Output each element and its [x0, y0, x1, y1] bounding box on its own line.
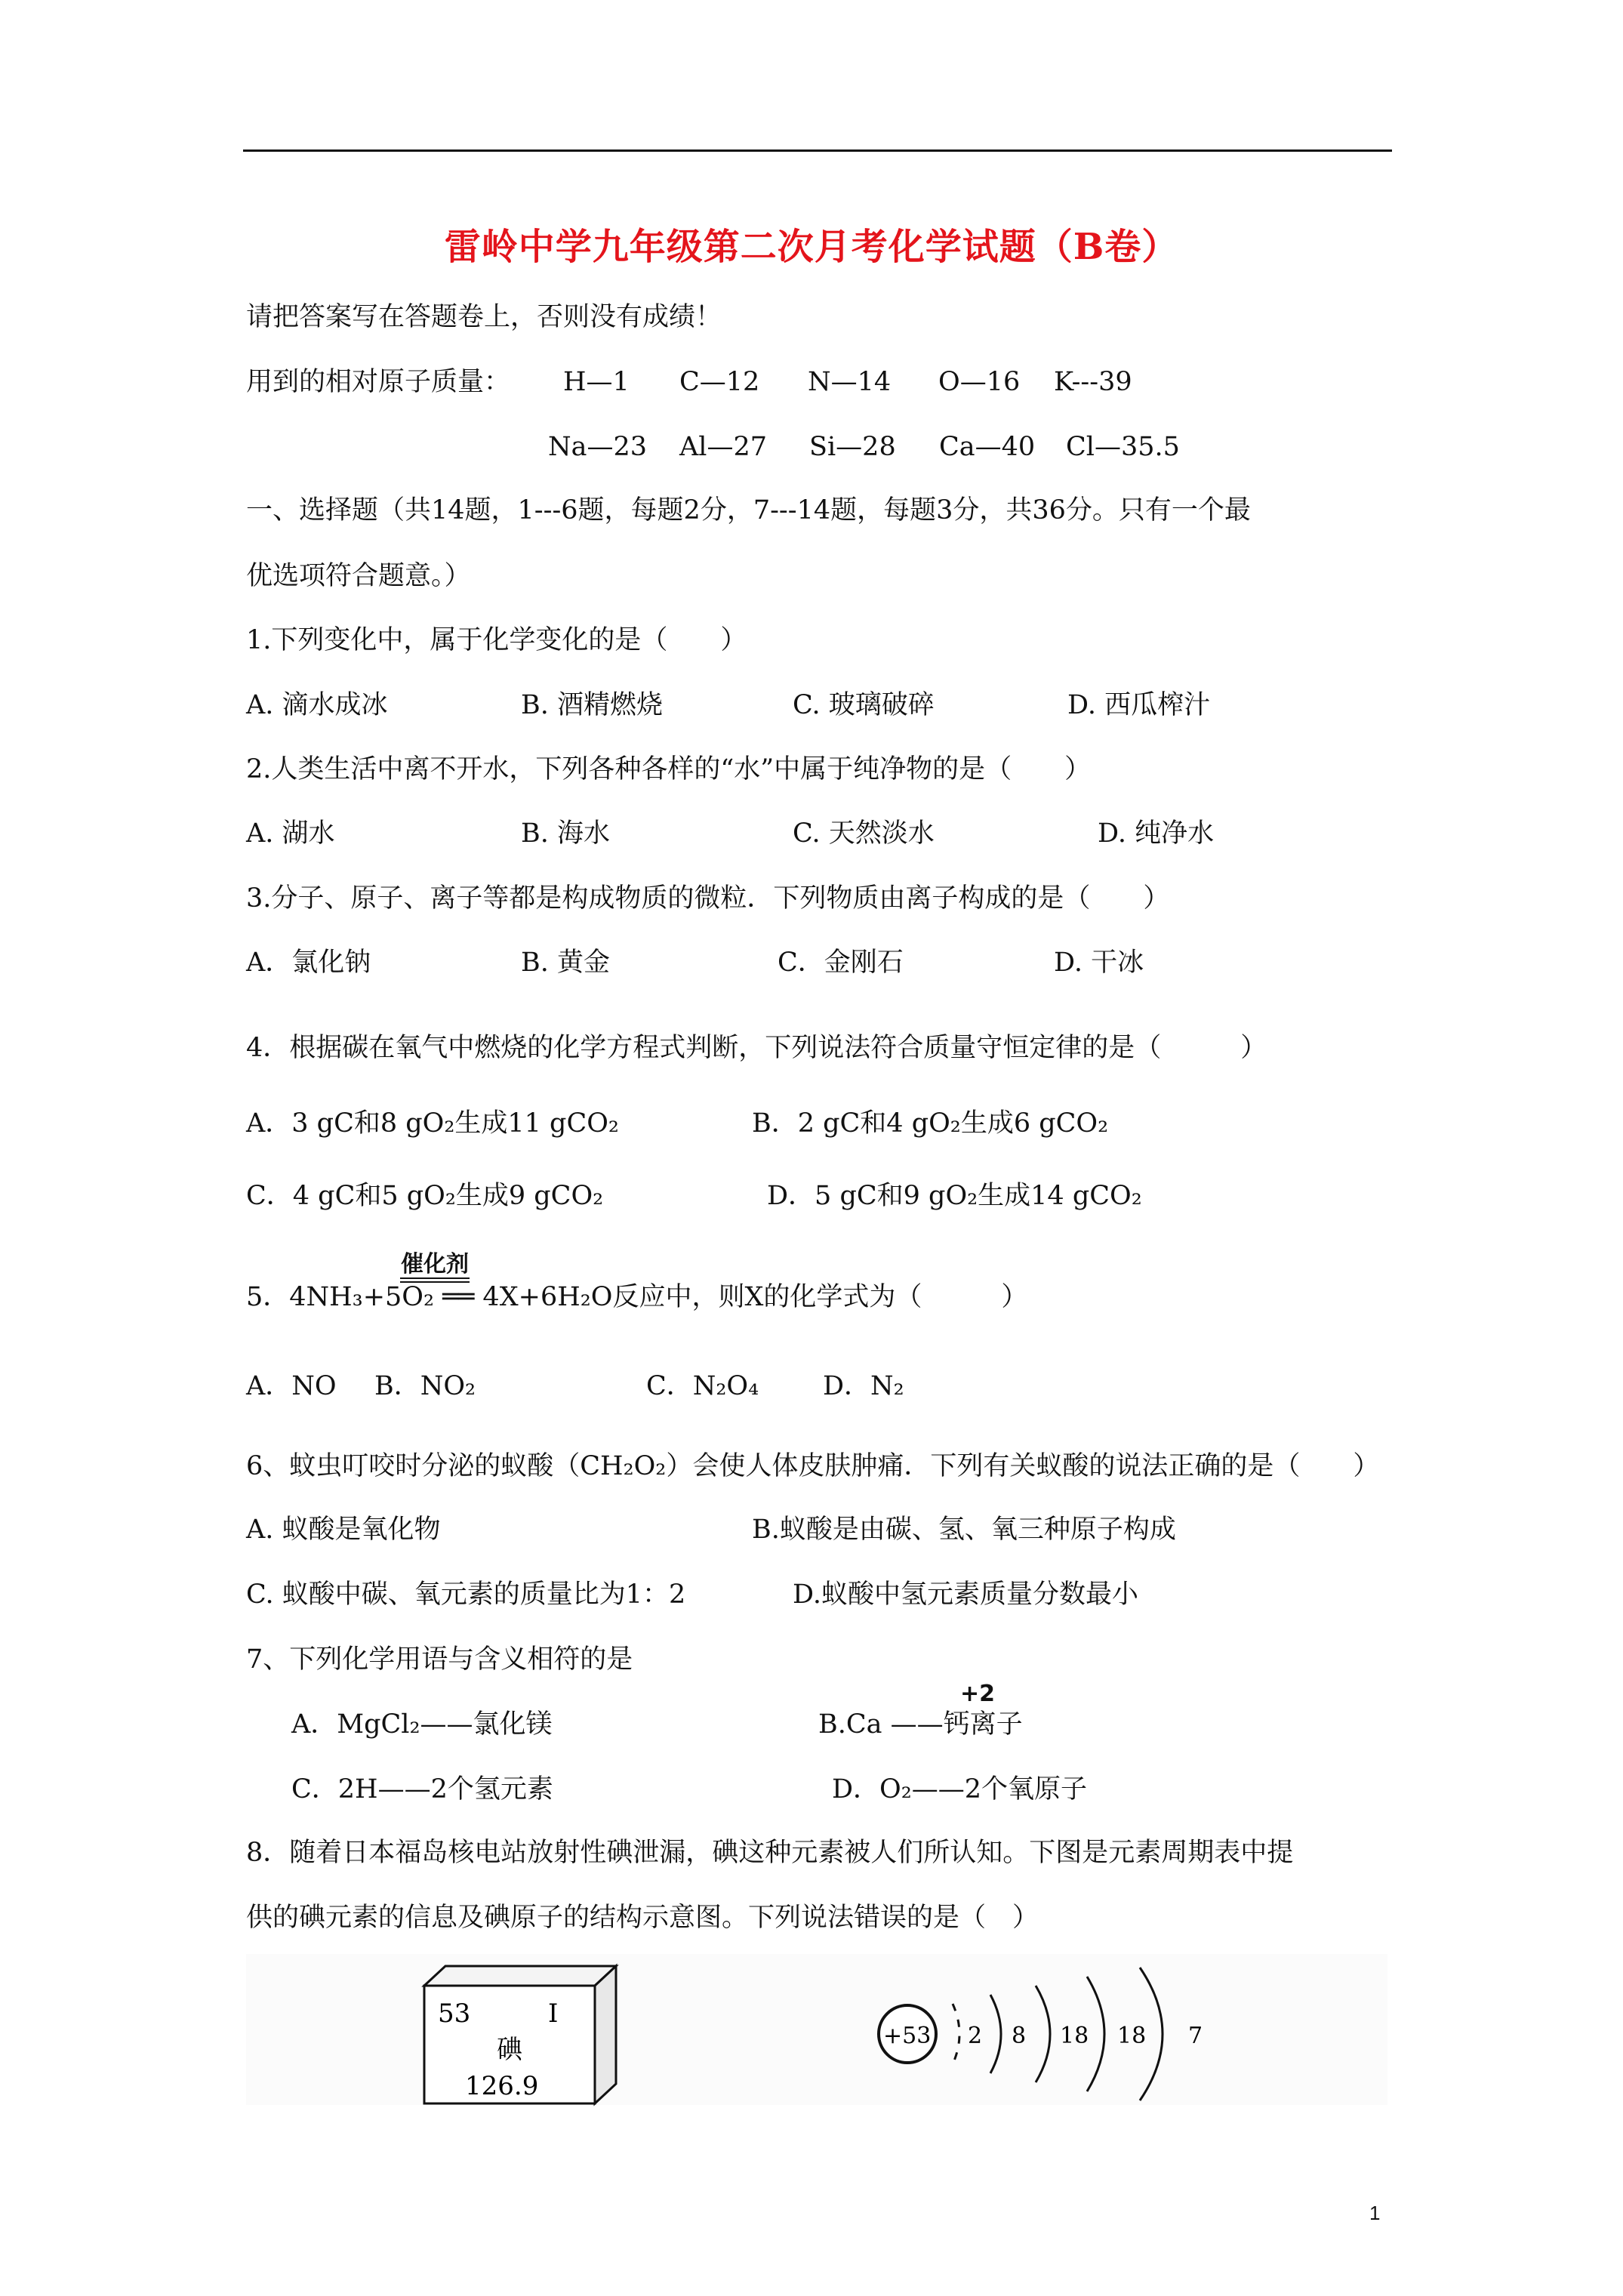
question-2-option-a: A. 湖水 — [246, 818, 335, 849]
card-side-face — [595, 1966, 616, 2103]
shell-4-electrons: 18 — [1117, 2023, 1147, 2049]
question-8-line2: 供的碘元素的信息及碘原子的结构示意图。下列说法错误的是（ ） — [246, 1903, 1039, 1933]
mass-k: K---39 — [1054, 367, 1132, 397]
catalyst-condition — [400, 1253, 470, 1283]
mass-n: N—14 — [808, 367, 892, 397]
oxidation-state-label: +2 — [960, 1681, 996, 1707]
question-2-option-c: C. 天然淡水 — [793, 818, 935, 849]
question-2-option-d: D. 纯净水 — [1098, 818, 1215, 849]
question-4-option-c: C．4 gC和5 gO₂生成9 gCO₂ — [246, 1181, 604, 1211]
question-3-option-b: B. 黄金 — [521, 948, 610, 978]
page-title: 雷岭中学九年级第二次月考化学试题（B卷） — [444, 226, 1179, 268]
shell-3-electrons: 18 — [1060, 2023, 1089, 2049]
question-4-option-b: B．2 gC和4 gO₂生成6 gCO₂ — [752, 1108, 1109, 1139]
question-6-option-a: A. 蚁酸是氧化物 — [246, 1515, 441, 1545]
question-4-option-a: A．3 gC和8 gO₂生成11 gCO₂ — [246, 1108, 619, 1139]
atomic-number: 53 — [438, 1999, 471, 2029]
question-7-stem: 7、下列化学用语与含义相符的是 — [246, 1644, 633, 1675]
question-2-stem: 2.人类生活中离不开水，下列各种各样的“水”中属于纯净物的是（ ） — [246, 754, 1092, 784]
mass-h: H—1 — [563, 367, 630, 397]
shell-1-electrons: 2 — [968, 2023, 983, 2049]
question-6-option-c: C. 蚁酸中碳、氧元素的质量比为1：2 — [246, 1579, 686, 1610]
mass-na: Na—23 — [548, 432, 648, 462]
question-6-option-b: B.蚁酸是由碳、氢、氧三种原子构成 — [752, 1515, 1176, 1545]
question-3-option-c: C．金刚石 — [778, 948, 904, 978]
mass-c: C—12 — [679, 367, 760, 397]
iodine-element-card — [415, 1963, 627, 2106]
electron-shell-4 — [1087, 1977, 1104, 2091]
question-5-option-a: A．NO — [246, 1371, 337, 1401]
mass-si: Si—28 — [809, 432, 896, 462]
question-8-line1: 8．随着日本福岛核电站放射性碘泄漏，碘这种元素被人们所认知。下图是元素周期表中提 — [246, 1838, 1294, 1868]
mass-al: Al—27 — [679, 432, 768, 462]
question-2-option-b: B. 海水 — [521, 818, 610, 849]
shell-2-electrons: 8 — [1012, 2023, 1027, 2049]
element-symbol: I — [548, 1999, 559, 2029]
question-7-option-a: A．MgCl₂——氯化镁 — [291, 1709, 553, 1740]
question-3-option-d: D. 干冰 — [1054, 948, 1144, 978]
section-heading-line1: 一、选择题（共14题，1---6题，每题2分，7---14题，每题3分，共36分。只有一个最 — [246, 495, 1251, 525]
header-rule — [243, 149, 1392, 152]
question-7-option-b: B.Ca ——钙离子 — [818, 1709, 1023, 1740]
question-7-option-c: C．2H——2个氢元素 — [291, 1774, 553, 1804]
question-5-option-b: B．NO₂ — [374, 1371, 476, 1401]
question-4-stem: 4．根据碳在氧气中燃烧的化学方程式判断，下列说法符合质量守恒定律的是（ ） — [246, 1033, 1267, 1063]
question-1-option-c: C. 玻璃破碎 — [793, 690, 935, 720]
notice: 请把答案写在答题卷上，否则没有成绩！ — [246, 302, 722, 332]
atomic-mass-label: 用到的相对原子质量： — [246, 367, 511, 397]
question-1-option-d: D. 西瓜榨汁 — [1067, 690, 1211, 720]
question-1-option-a: A. 滴水成冰 — [246, 690, 388, 720]
iodine-atom-diagram — [861, 1960, 1253, 2108]
question-3-option-a: A．氯化钠 — [246, 948, 371, 978]
page-number: 1 — [1369, 2202, 1381, 2224]
mass-cl: Cl—35.5 — [1066, 432, 1180, 462]
question-5-stem: 5．4NH₃+5O₂ ══ 4X+6H₂O反应中，则X的化学式为（ ） — [246, 1282, 1028, 1312]
element-name: 碘 — [497, 2035, 522, 2065]
question-3-stem: 3.分子、原子、离子等都是构成物质的微粒．下列物质由离子构成的是（ ） — [246, 883, 1170, 914]
question-4-option-d: D．5 gC和9 gO₂生成14 gCO₂ — [767, 1181, 1142, 1211]
card-top-face — [424, 1966, 616, 1986]
catalyst-label: 催化剂 — [401, 1251, 469, 1277]
shell-5-electrons: 7 — [1188, 2023, 1203, 2049]
question-7-option-d: D．O₂——2个氧原子 — [832, 1774, 1088, 1804]
question-6-option-d: D.蚁酸中氢元素质量分数最小 — [793, 1579, 1138, 1610]
question-1-option-b: B. 酒精燃烧 — [521, 690, 663, 720]
question-6-stem: 6、蚊虫叮咬时分泌的蚁酸（CH₂O₂）会使人体皮肤肿痛．下列有关蚁酸的说法正确的是（ ） — [246, 1451, 1380, 1481]
section-heading-line2: 优选项符合题意。） — [246, 561, 471, 591]
question-5-option-c: C．N₂O₄ — [646, 1371, 759, 1401]
electron-shell-3 — [1036, 1986, 1050, 2082]
mass-o: O—16 — [938, 367, 1021, 397]
question-5-option-d: D．N₂ — [823, 1371, 904, 1401]
question-1-stem: 1.下列变化中，属于化学变化的是（ ） — [246, 625, 747, 655]
nucleus-charge: +53 — [883, 2023, 932, 2049]
electron-shell-2 — [990, 1995, 1001, 2073]
electron-shell-1 — [953, 2004, 959, 2064]
relative-atomic-mass: 126.9 — [465, 2071, 539, 2101]
mass-ca: Ca—40 — [939, 432, 1036, 462]
